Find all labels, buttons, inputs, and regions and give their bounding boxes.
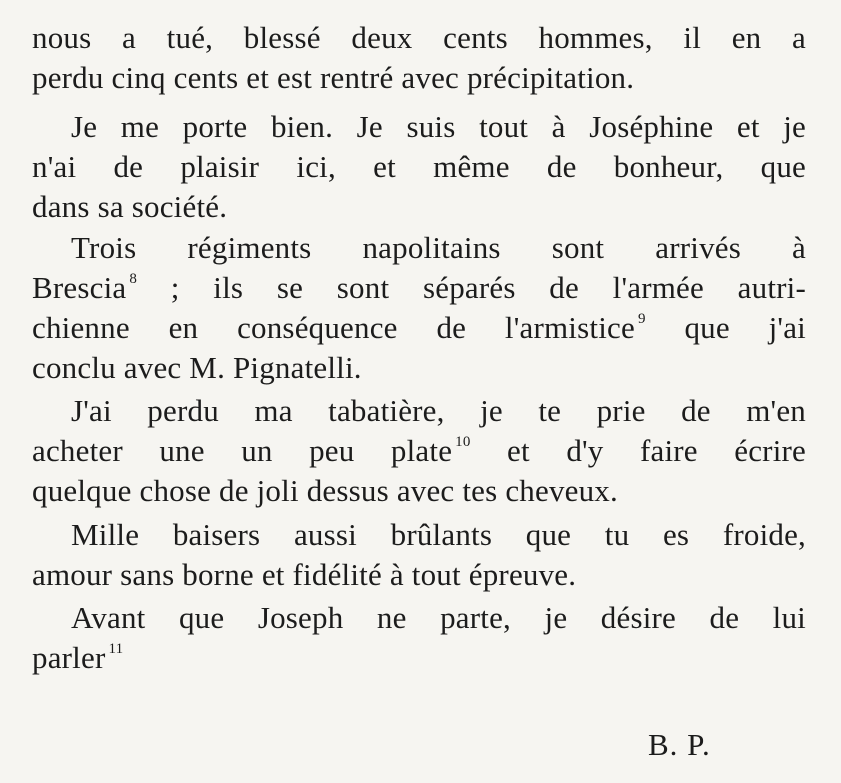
- text-line: n'ai de plaisir ici, et même de bonheur, que: [32, 149, 806, 184]
- signature: B. P.: [648, 727, 711, 762]
- text-line: perdu cinq cents et est rentré avec précipitation.: [32, 60, 635, 95]
- text-line: quelque chose de joli dessus avec tes cheveux.: [32, 473, 618, 508]
- footnote-ref: 8: [129, 270, 138, 287]
- text-line: acheter une un peu plate $^{10}$ et d'y faire écrire: [32, 433, 806, 468]
- text-line: Brescia $^8$ ; ils se sont séparés de l'armée autri-: [32, 270, 806, 305]
- text-line: dans sa société.: [32, 189, 228, 224]
- text-line: Je me porte bien. Je suis tout à Joséphine et je: [71, 109, 806, 144]
- text-line: nous a tué, blessé deux cents hommes, il en a: [32, 20, 806, 55]
- text-line: amour sans borne et fidélité à tout épreuve.: [32, 557, 577, 592]
- text-line: parler $^{11}$: [32, 640, 124, 675]
- footnote-ref: 11: [108, 640, 124, 657]
- footnote-ref: 9: [637, 310, 646, 327]
- text-line: Avant que Joseph ne parte, je désire de lui: [71, 600, 806, 635]
- text-line: chienne en conséquence de l'armistice $^9$ que j'ai: [32, 310, 806, 345]
- text-line: Trois régiments napolitains sont arrivés à: [71, 230, 806, 265]
- text-line: J'ai perdu ma tabatière, je te prie de m'en: [71, 393, 806, 428]
- text-line: Mille baisers aussi brûlants que tu es froide,: [71, 517, 806, 552]
- footnote-ref: 10: [455, 433, 471, 450]
- text-line: conclu avec M. Pignatelli.: [32, 350, 362, 385]
